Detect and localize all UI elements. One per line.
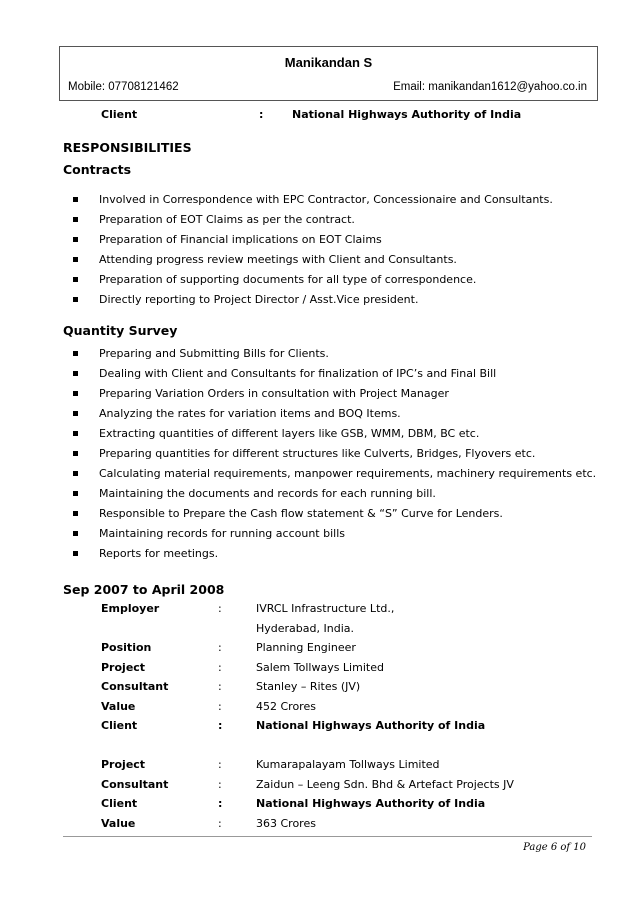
responsibilities-heading: RESPONSIBILITIES (63, 140, 192, 155)
detail-colon: : (218, 602, 222, 615)
bullet-icon (73, 217, 78, 222)
email-address: Email: manikandan1612@yahoo.co.in (393, 81, 587, 93)
bullet-icon (73, 351, 78, 356)
list-item-text: Maintaining the documents and records for each running bill. (99, 487, 436, 500)
list-item (73, 347, 596, 367)
period-heading: Sep 2007 to April 2008 (63, 582, 225, 597)
list-item (73, 507, 596, 527)
detail-value: 363 Crores (256, 816, 316, 830)
list-item (73, 233, 553, 253)
list-item-text: Preparation of Financial implications on EOT Claims (99, 233, 382, 246)
detail-label: Consultant (101, 680, 169, 693)
footer-divider (63, 836, 592, 837)
header-box (59, 46, 598, 101)
list-item (73, 407, 596, 427)
detail-value: Zaidun – Leeng Sdn. Bhd & Artefact Projects JV (256, 777, 514, 791)
list-item (73, 193, 553, 213)
detail-value: Hyderabad, India. (256, 621, 354, 635)
page-number: Page 6 of 10 (523, 842, 586, 853)
list-item-text: Attending progress review meetings with Client and Consultants. (99, 253, 457, 266)
list-item (73, 273, 553, 293)
detail-colon: : (218, 797, 223, 810)
detail-value: Kumarapalayam Tollways Limited (256, 758, 440, 771)
bullet-icon (73, 371, 78, 376)
list-item-text: Preparation of EOT Claims as per the contract. (99, 213, 355, 226)
bullet-icon (73, 197, 78, 202)
detail-label: Project (101, 758, 146, 771)
detail-colon: : (218, 816, 222, 830)
list-item (73, 213, 553, 233)
detail-colon: : (218, 680, 222, 693)
list-item-text: Analyzing the rates for variation items and BOQ Items. (99, 407, 401, 420)
detail-colon: : (218, 699, 222, 713)
bullet-icon (73, 237, 78, 242)
list-item (73, 487, 596, 507)
detail-colon: : (218, 660, 222, 674)
list-item (73, 547, 596, 567)
detail-value: National Highways Authority of India (256, 719, 486, 732)
detail-value: Planning Engineer (256, 641, 356, 654)
detail-label: Value (101, 699, 136, 713)
list-item-text: Calculating material requirements, manpower requirements, machinery requirements etc. (99, 467, 597, 480)
bullet-icon (73, 471, 78, 476)
detail-value: Salem Tollways Limited (256, 660, 384, 674)
list-item-text: Preparing quantities for different structures like Culverts, Bridges, Flyovers etc. (99, 447, 536, 460)
detail-label: Project (101, 660, 146, 674)
quantity-survey-list (73, 347, 596, 567)
list-item (73, 527, 596, 547)
detail-value: National Highways Authority of India (256, 797, 486, 810)
quantity-survey-heading: Quantity Survey (63, 323, 178, 338)
detail-colon: : (218, 777, 222, 791)
detail-colon: : (218, 758, 222, 771)
list-item (73, 253, 553, 273)
bullet-icon (73, 551, 78, 556)
detail-colon: : (218, 641, 222, 654)
top-client-value: National Highways Authority of India (292, 108, 522, 121)
list-item-text: Dealing with Client and Consultants for finalization of IPC’s and Final Bill (99, 367, 497, 380)
list-item-text: Maintaining records for running account bills (99, 527, 345, 540)
list-item-text: Involved in Correspondence with EPC Contractor, Concessionaire and Consultants. (99, 193, 553, 206)
list-item (73, 387, 596, 407)
detail-label: Client (101, 719, 138, 732)
mobile-number: Mobile: 07708121462 (68, 81, 179, 93)
bullet-icon (73, 431, 78, 436)
bullet-icon (73, 391, 78, 396)
list-item-text: Directly reporting to Project Director / Asst.Vice president. (99, 293, 419, 306)
detail-label: Consultant (101, 777, 169, 791)
list-item (73, 427, 596, 447)
top-client-label: Client (101, 108, 138, 121)
bullet-icon (73, 411, 78, 416)
list-item (73, 367, 596, 387)
candidate-name: Manikandan S (284, 55, 373, 70)
list-item-text: Extracting quantities of different layers like GSB, WMM, DBM, BC etc. (99, 427, 480, 440)
contracts-heading: Contracts (63, 162, 132, 177)
detail-colon: : (218, 719, 223, 732)
list-item-text: Responsible to Prepare the Cash flow statement & “S” Curve for Lenders. (99, 507, 503, 520)
bullet-icon (73, 451, 78, 456)
detail-label: Employer (101, 602, 160, 615)
detail-value: Stanley – Rites (JV) (256, 680, 361, 693)
detail-label: Client (101, 797, 138, 810)
bullet-icon (73, 491, 78, 496)
list-item-text: Reports for meetings. (99, 547, 219, 560)
bullet-icon (73, 257, 78, 262)
top-client-colon: : (259, 108, 264, 121)
list-item (73, 467, 596, 487)
bullet-icon (73, 531, 78, 536)
detail-label: Position (101, 641, 152, 654)
detail-value: 452 Crores (256, 699, 316, 713)
detail-label: Value (101, 816, 136, 830)
list-item-text: Preparing Variation Orders in consultation with Project Manager (99, 387, 449, 400)
list-item (73, 293, 553, 313)
bullet-icon (73, 511, 78, 516)
list-item-text: Preparing and Submitting Bills for Clients. (99, 347, 329, 360)
bullet-icon (73, 277, 78, 282)
list-item-text: Preparation of supporting documents for all type of correspondence. (99, 273, 477, 286)
bullet-icon (73, 297, 78, 302)
contracts-list (73, 193, 553, 313)
list-item (73, 447, 596, 467)
detail-value: IVRCL Infrastructure Ltd., (256, 602, 395, 615)
